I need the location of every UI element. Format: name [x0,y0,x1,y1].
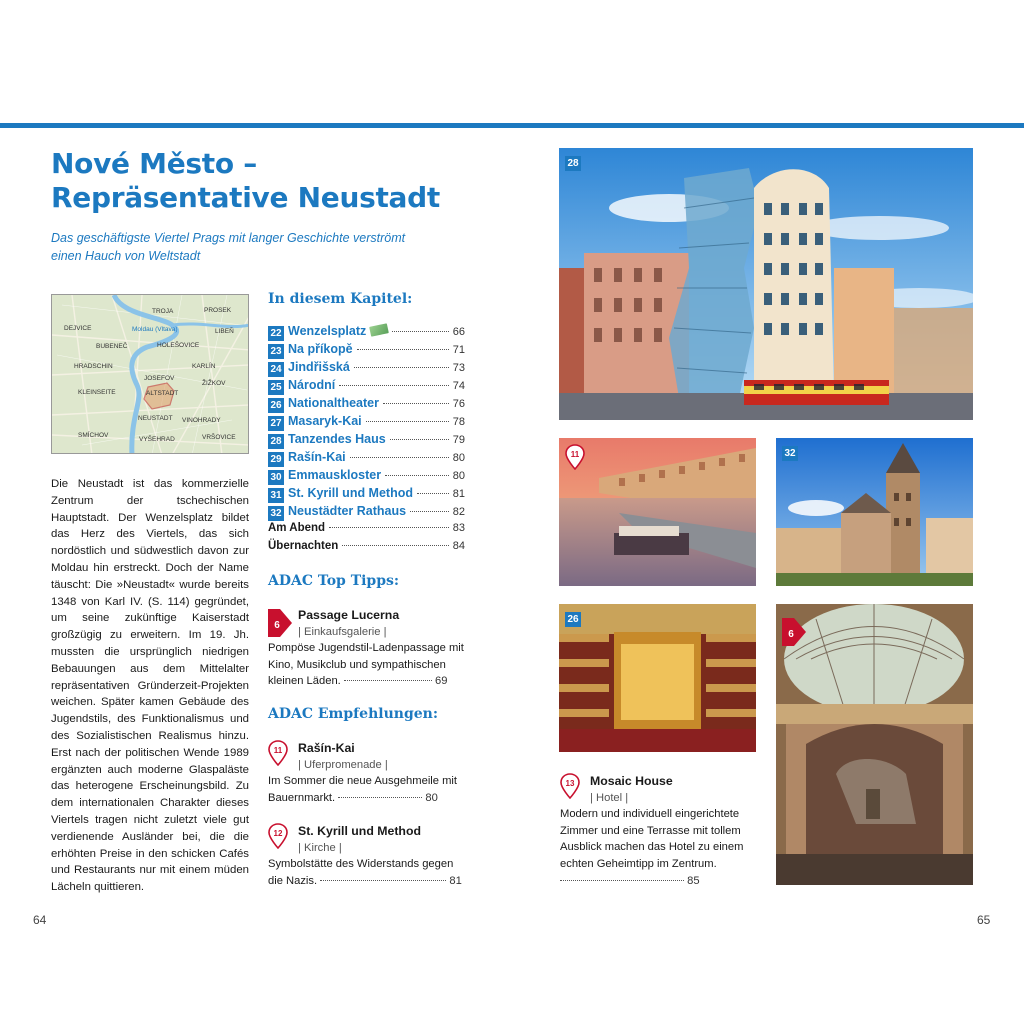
toc-page: 79 [452,434,465,446]
toc-leader [383,403,449,404]
map-label: TROJA [152,308,174,315]
map-label: BUBENEČ [96,343,128,350]
toc-number: 27 [268,416,284,431]
toc-label: St. Kyrill und Method [288,486,413,500]
district-map [51,294,249,454]
map-label: KARLÍN [192,363,216,370]
location-pin-icon [268,740,288,766]
toc-number: 28 [268,434,284,449]
toc-item[interactable] [268,360,465,378]
toc-item[interactable] [268,522,465,540]
map-label: SMÍCHOV [78,432,109,439]
page-title [51,147,471,215]
toc-number: 24 [268,362,284,377]
photo-rasin-embankment [559,438,756,586]
map-label: ŽIŽKOV [202,380,226,387]
map-label: VINOHRADY [182,417,221,424]
toc-page: 73 [452,362,465,374]
map-label: Moldau (Vltava) [132,326,178,333]
map-label: HRADSCHIN [74,363,113,370]
chapter-toc [268,324,465,558]
map-label: HOLEŠOVICE [157,342,200,349]
toc-number: 23 [268,344,284,359]
map-label: JOSEFOV [144,375,175,382]
tip-page: 85 [687,874,700,887]
page-number-left: 64 [33,913,47,927]
tip-page: 69 [435,675,448,688]
tip-number: 12 [273,829,283,838]
toc-number: 32 [268,506,284,521]
toc-item[interactable] [268,324,465,342]
map-label: DEJVICE [64,325,92,332]
toc-leader [366,421,449,422]
photo-number-badge: 32 [782,446,798,461]
photo-badge-number: 6 [788,629,794,640]
top-tipps-heading: ADAC Top Tipps: [268,573,400,589]
toc-number: 29 [268,452,284,467]
map-label: KLEINSEITE [78,389,116,396]
tip-name: St. Kyrill und Method [298,824,421,838]
tip-type: | Hotel | [590,791,629,804]
toc-page: 80 [452,452,465,464]
tip-name: Rašín-Kai [298,741,355,755]
tip-number: 13 [565,779,575,788]
toc-item[interactable] [268,432,465,450]
toc-label: Am Abend [268,522,326,534]
title-line-2: Repräsentative Neustadt [51,181,440,214]
toc-leader [390,439,449,440]
tip-name: Passage Lucerna [298,608,400,622]
location-pin-icon [268,823,288,849]
toc-label: Wenzelsplatz [288,324,367,338]
photo-national-theatre [559,604,756,752]
toc-number: 22 [268,326,284,341]
tip-leader [344,680,432,681]
tip-page: 81 [449,874,462,887]
tip-type: | Uferpromenade | [298,758,388,771]
page-subtitle: Das geschäftigste Viertel Prags mit langer Geschichte verströmt einen Hauch von Weltstadt [51,231,406,263]
top-tipp-item [268,607,466,690]
map-label: ALTSTADT [146,390,179,397]
photo-pin-number: 11 [570,450,580,459]
tip-head [268,607,466,640]
tip-name: Mosaic House [590,774,673,788]
tip-leader [320,880,446,881]
tip-head [268,823,466,856]
top-tipp-arrow-icon [782,618,806,646]
toc-leader [342,545,448,546]
photo-dancing-house [559,148,973,420]
toc-page: 82 [452,506,465,518]
location-pin-icon [565,444,585,470]
photo-new-town-hall [776,438,973,586]
tip-description [268,773,466,806]
tip-description [268,640,466,690]
toc-page: 78 [452,416,465,428]
map-label: NEUSTADT [138,415,173,422]
toc-number: 26 [268,398,284,413]
top-tipp-arrow-icon [268,609,292,637]
empfehlung-item [268,823,466,889]
toc-page: 83 [452,522,465,534]
mosaic-house-entry [560,773,760,889]
toc-item[interactable] [268,378,465,396]
title-line-1: Nové Město – [51,147,257,180]
intro-paragraph: Die Neustadt ist das kommerzielle Zentrum der tschechischen Hauptstadt. Der Wenzelsplatz bildet das Herz des Viertels, das sich nordöstlich und südwestlich davon zur Moldau hin erstreckt. Doch der Name täuscht: Die »Neustadt« wurde bereits 1348 von Karl IV. (S. 114) gegründet, um seine zukünftige Kaiserstadt großzügig zu erweitern. Im 19. Jh. mussten die ursprünglich niedrigen Bebauungen aus dem Mittelalter repräsentativen Gründerzeit-Projekten weichen. Später kamen Gebäude des Jugendstils, des Funktionalismus und des Sozialistischen Realismus hinzu. Erst nach der politischen Wende 1989 ergänzten auch moderne Glaspaläste das heterogene Erscheinungsbild. Zu dem internationalen Charakter dieses Viertels tragen nicht zuletzt viele gut verdienende Ausländer bei, die die erhöhten Preise in den schicken Cafés und Restaurants nur mit einem müden Lächeln quittieren. [51,478,249,894]
toc-label: Na příkopě [288,342,353,356]
toc-item[interactable] [268,540,465,558]
toc-page: 74 [452,380,465,392]
toc-item[interactable] [268,396,465,414]
page-number-right: 65 [977,913,991,927]
toc-leader [357,349,449,350]
toc-label: Emmauskloster [288,468,382,482]
money-icon [369,323,389,337]
toc-item[interactable] [268,414,465,432]
toc-leader [385,475,449,476]
toc-item[interactable] [268,486,465,504]
toc-item[interactable] [268,504,465,522]
empfehlungen-heading: ADAC Empfehlungen: [268,706,438,722]
empfehlung-item [268,740,466,806]
tip-head [560,773,760,806]
toc-label: Tanzendes Haus [288,432,386,446]
toc-label: Nationaltheater [288,396,379,410]
map-label: VRŠOVICE [202,434,236,441]
location-pin-icon [560,773,580,799]
toc-label: Neustädter Rathaus [288,504,407,518]
toc-leader [350,457,449,458]
top-rule [0,123,1024,128]
map-label: PROSEK [204,307,232,314]
map-label: VYŠEHRAD [139,436,175,443]
toc-page: 66 [452,326,465,338]
toc-label: Übernachten [268,540,339,552]
tip-type: | Einkaufsgalerie | [298,625,387,638]
toc-number: 31 [268,488,284,503]
tip-type: | Kirche | [298,841,342,854]
chapter-heading: In diesem Kapitel: [268,291,413,307]
toc-label: Masaryk-Kai [288,414,362,428]
tip-number: 11 [273,746,283,755]
toc-leader [392,331,448,332]
toc-item[interactable] [268,468,465,486]
toc-page: 81 [452,488,465,500]
toc-label: Národní [288,378,336,392]
tip-head [268,740,466,773]
tip-page: 80 [425,791,438,804]
tip-description [268,856,466,889]
toc-page: 71 [452,344,465,356]
photo-number-badge: 26 [565,612,581,627]
tip-leader [560,880,684,881]
toc-page: 76 [452,398,465,410]
toc-leader [417,493,449,494]
tip-number: 6 [274,620,280,631]
toc-item[interactable] [268,342,465,360]
map-label: LIBEŇ [215,328,234,335]
tip-description [560,806,760,889]
tip-leader [338,797,422,798]
toc-leader [329,527,449,528]
tip-desc-text: Im Sommer die neue Ausgehmeile mit Bauernmarkt. [268,775,458,804]
toc-leader [354,367,449,368]
toc-number: 25 [268,380,284,395]
toc-number: 30 [268,470,284,485]
toc-label: Rašín-Kai [288,450,346,464]
toc-label: Jindřišská [288,360,350,374]
toc-leader [410,511,449,512]
tip-desc-text: Modern und individuell eingerichtete Zimmer und eine Terrasse mit tollem Ausblick machen das Hotel zu einem echten Geheimtipp im Zentrum. [560,808,744,870]
toc-page: 84 [452,540,465,552]
tip-desc-text: Symbolstätte des Widerstands gegen die Nazis. [268,858,454,887]
toc-page: 80 [452,470,465,482]
toc-item[interactable] [268,450,465,468]
tip-desc-text: Pompöse Jugendstil-Ladenpassage mit Kino, Musikclub und sympathischen kleinen Läden. [268,642,464,688]
photo-number-badge: 28 [565,156,581,171]
photo-lucerna-passage [776,604,973,885]
toc-leader [339,385,449,386]
